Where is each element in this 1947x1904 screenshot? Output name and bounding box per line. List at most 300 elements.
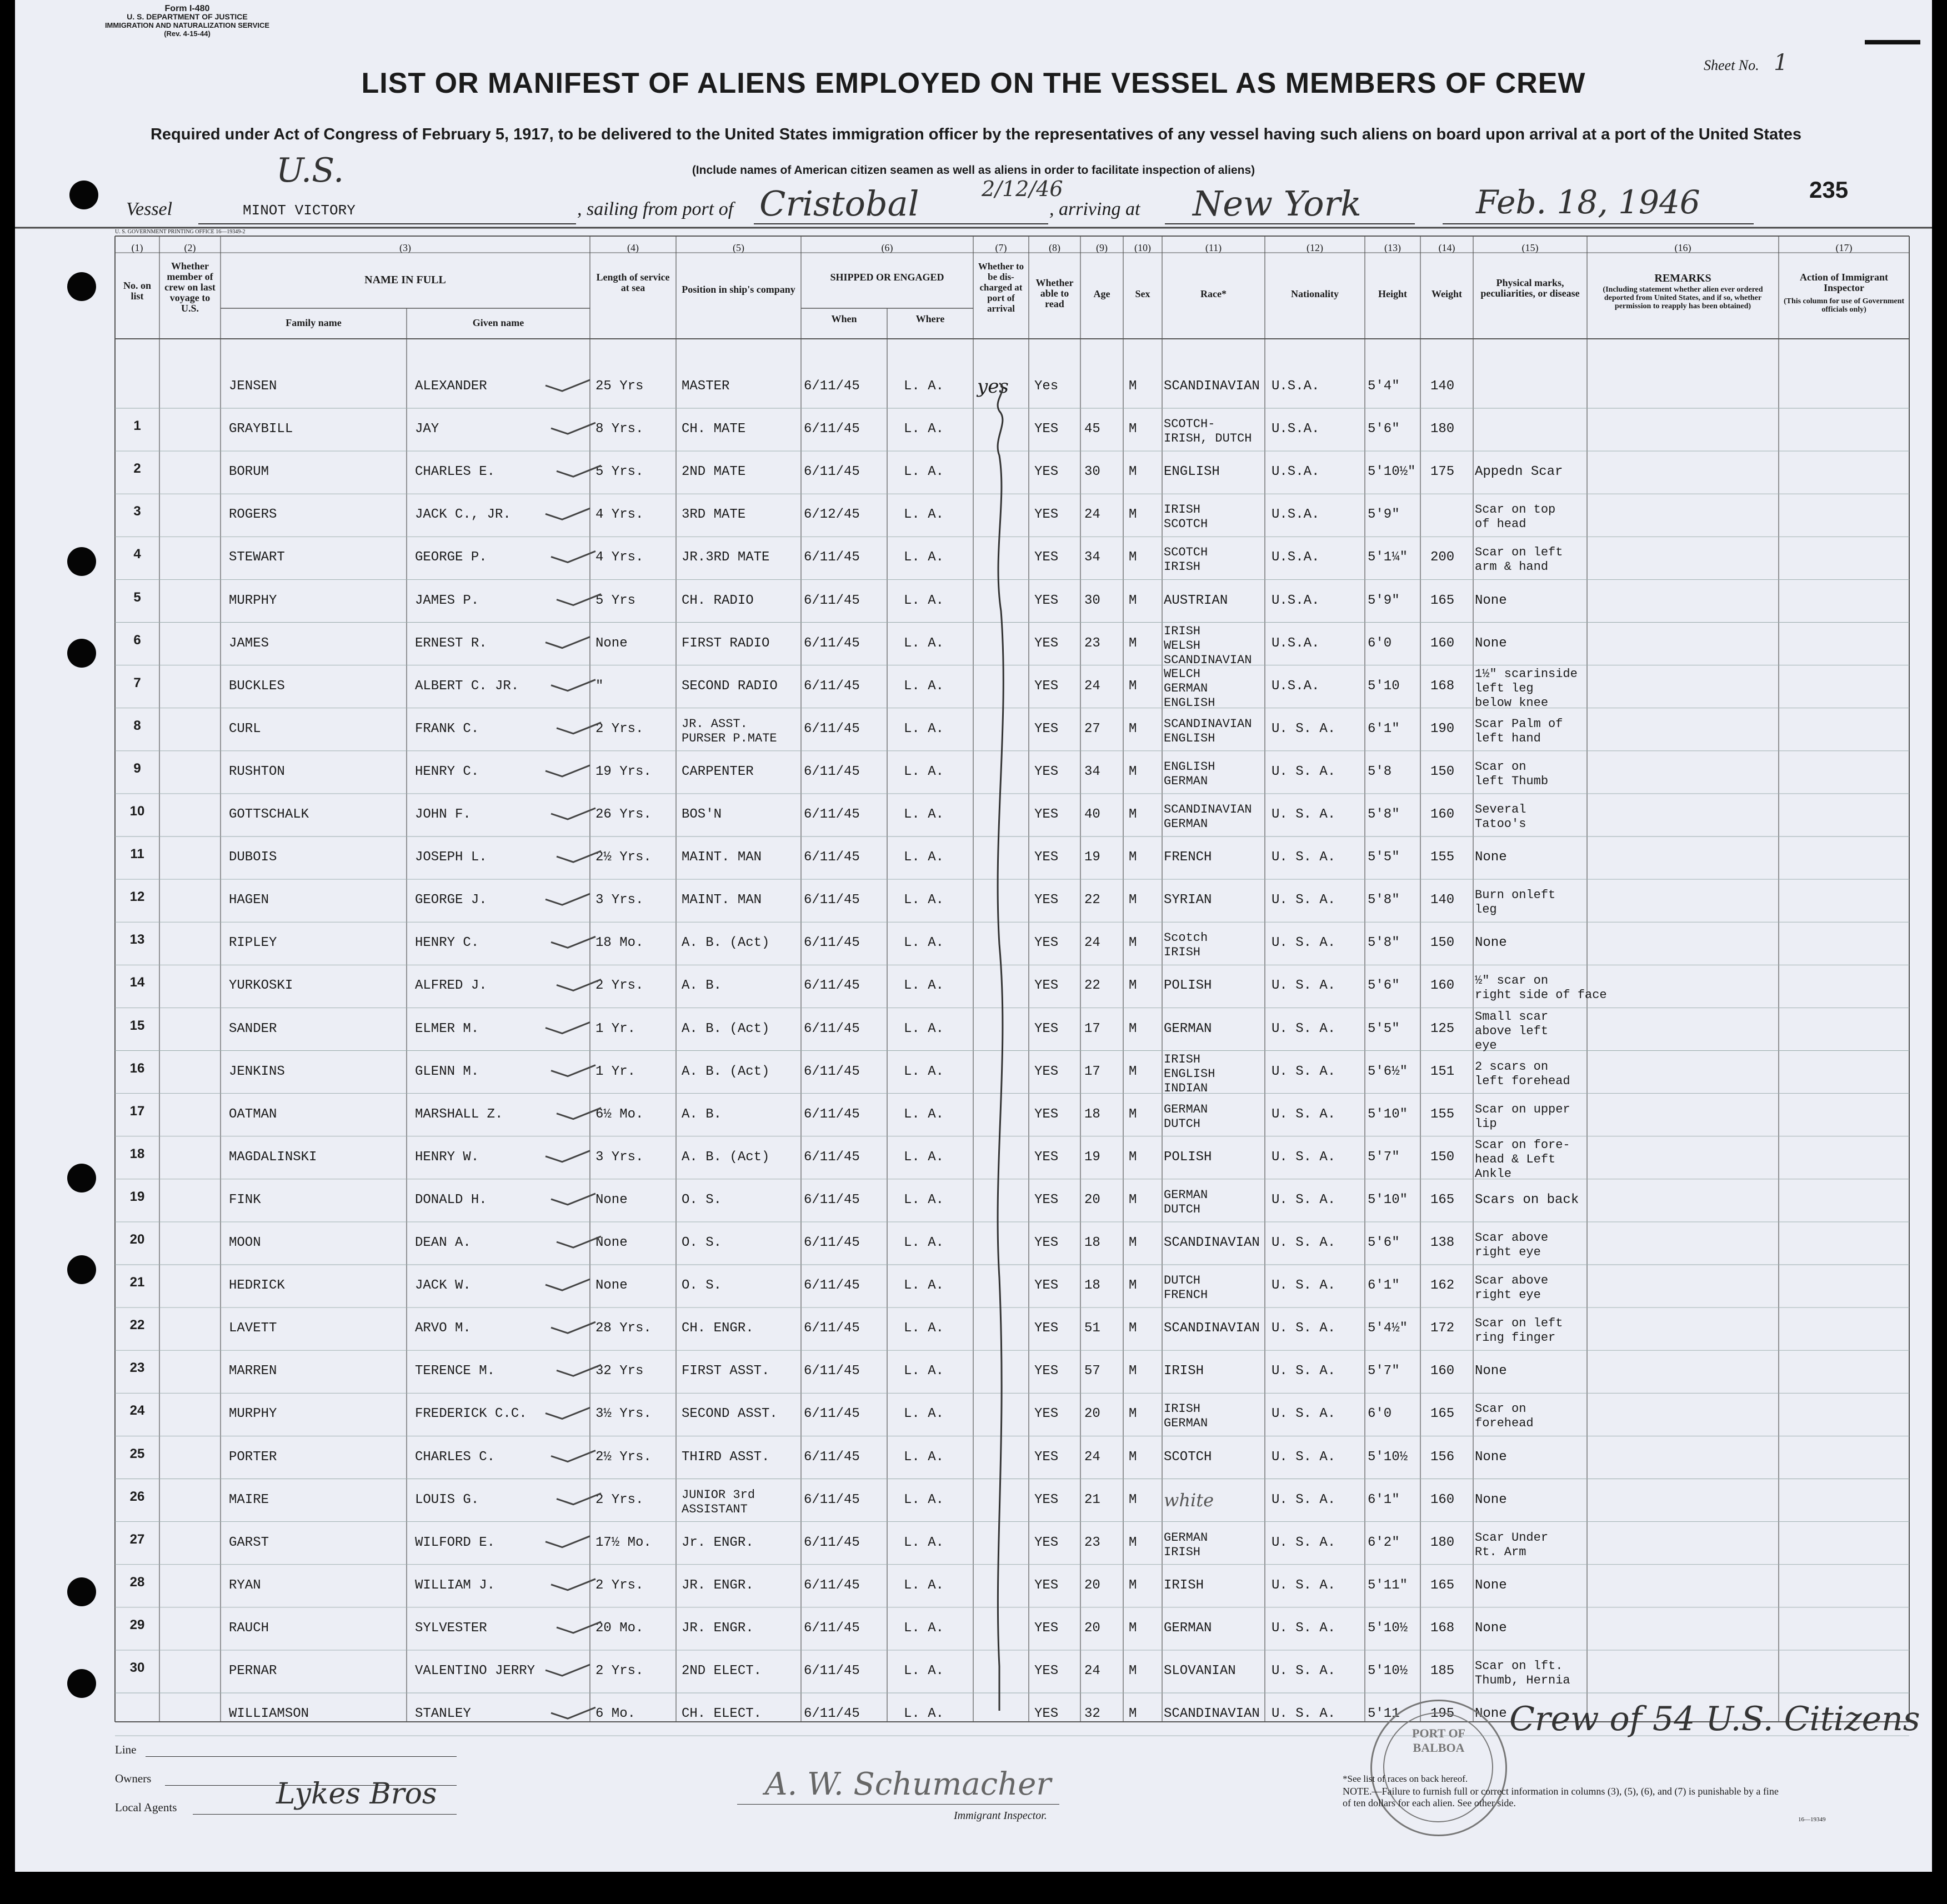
age: 22	[1084, 893, 1100, 908]
weight: 195	[1430, 1706, 1455, 1722]
family-name: BUCKLES	[229, 678, 285, 694]
shipped-where: L. A.	[904, 1364, 944, 1379]
header-prev-voyage: Whether member of crew on last voyage to U.S.	[164, 260, 216, 314]
header-action-note: (This column for use of Government officials only)	[1783, 297, 1905, 314]
shipped-when: 6/11/45	[804, 1406, 860, 1422]
given-name: VALENTINO JERRY	[415, 1664, 535, 1678]
sex: M	[1129, 1577, 1137, 1593]
port-from: Cristobal	[759, 183, 919, 224]
given-name: GLENN M.	[415, 1064, 479, 1079]
weight: 138	[1430, 1235, 1455, 1250]
sex: M	[1129, 1278, 1137, 1294]
weight: 160	[1430, 807, 1455, 822]
shipped-where: L. A.	[904, 1278, 944, 1294]
race: IRISH SCOTCH	[1164, 503, 1208, 532]
sheet-number: 1	[1774, 50, 1788, 76]
physical-marks: None	[1475, 593, 1507, 608]
race: IRISH	[1164, 1364, 1204, 1379]
check-mark	[551, 936, 595, 948]
check-mark	[545, 894, 590, 905]
race: IRISH WELSH SCANDINAVIAN	[1164, 624, 1252, 667]
check-mark	[557, 1236, 601, 1247]
nationality: U. S. A.	[1272, 1235, 1336, 1250]
check-mark	[551, 1065, 595, 1076]
position: MASTER	[682, 379, 730, 394]
shipped-where: L. A.	[904, 764, 944, 779]
height: 5'8"	[1368, 935, 1400, 951]
shipped-where: L. A.	[904, 850, 944, 865]
service: IMMIGRATION AND NATURALIZATION SERVICE	[104, 21, 270, 29]
race: SYRIAN	[1164, 893, 1212, 908]
shipped-when: 6/12/45	[804, 507, 860, 523]
sex: M	[1129, 978, 1137, 994]
row-number: 18	[129, 1146, 145, 1161]
header-name-in-full: NAME IN FULL	[364, 274, 446, 286]
shipped-when: 6/11/45	[804, 1278, 860, 1294]
race: SCOTCH- IRISH, DUTCH	[1164, 417, 1252, 446]
position: JR. ENGR.	[682, 1577, 754, 1593]
page-subtitle: Required under Act of Congress of February 5, 1917, to be delivered to the United States immigration officer by the representatives of any vessel having such aliens on board upon arrival at a port of the United States	[150, 126, 1802, 143]
able-to-read: YES	[1034, 850, 1059, 865]
agents-underline	[193, 1814, 457, 1815]
department: U. S. DEPARTMENT OF JUSTICE	[127, 12, 248, 21]
height: 6'0	[1368, 1406, 1392, 1422]
age: 17	[1084, 1021, 1100, 1036]
length-of-service: None	[595, 1235, 628, 1250]
height: 5'11	[1368, 1706, 1400, 1722]
nationality: U. S. A.	[1272, 1021, 1336, 1036]
sex: M	[1129, 893, 1137, 908]
given-name: WILFORD E.	[415, 1535, 495, 1550]
given-name: ARVO M.	[415, 1321, 471, 1336]
weight: 156	[1430, 1449, 1455, 1465]
physical-marks: None	[1475, 635, 1507, 651]
race: white	[1164, 1489, 1214, 1511]
given-name: JAY	[415, 422, 439, 437]
position: A. B. (Act)	[682, 1064, 770, 1079]
age: 21	[1084, 1492, 1100, 1507]
shipped-when: 6/11/45	[804, 1535, 860, 1550]
given-name: ELMER M.	[415, 1021, 479, 1036]
weight: 160	[1430, 978, 1455, 994]
col-number: (11)	[1205, 242, 1222, 253]
nationality: U. S. A.	[1272, 1664, 1336, 1678]
nationality: U.S.A.	[1272, 379, 1320, 394]
check-mark	[551, 1322, 595, 1333]
weight: 165	[1430, 1192, 1455, 1207]
age: 34	[1084, 764, 1100, 779]
col-number: (12)	[1307, 242, 1323, 253]
shipped-where: L. A.	[904, 1149, 944, 1165]
height: 5'11"	[1368, 1577, 1408, 1593]
print-code: 16—19349	[1798, 1816, 1826, 1823]
family-name: OATMAN	[229, 1106, 277, 1122]
sex: M	[1129, 1664, 1137, 1678]
able-to-read: YES	[1034, 1492, 1059, 1507]
check-mark	[557, 1494, 601, 1505]
length-of-service: 2 Yrs.	[595, 1492, 644, 1507]
row-number: 14	[129, 975, 145, 990]
form-number: Form I-480	[164, 4, 210, 13]
physical-marks: Scar on left Thumb	[1475, 759, 1549, 788]
stamp-text: PORT OF BALBOA	[1412, 1726, 1465, 1755]
shipped-when: 6/11/45	[804, 635, 860, 651]
age: 20	[1084, 1577, 1100, 1593]
age: 30	[1084, 593, 1100, 608]
given-name: GEORGE P.	[415, 550, 487, 565]
race: IRISH ENGLISH INDIAN	[1164, 1052, 1215, 1095]
length-of-service: None	[595, 635, 628, 651]
check-mark	[557, 851, 601, 862]
able-to-read: YES	[1034, 807, 1059, 822]
shipped-where: L. A.	[904, 635, 944, 651]
physical-marks: 2 scars on left forehead	[1475, 1059, 1570, 1088]
sex: M	[1129, 1106, 1137, 1122]
header-weight: Weight	[1431, 288, 1462, 299]
position: O. S.	[682, 1235, 722, 1250]
length-of-service: 2½ Yrs.	[595, 1449, 652, 1465]
given-name: FREDERICK C.C.	[415, 1406, 527, 1422]
height: 5'8"	[1368, 807, 1400, 822]
row-number: 7	[133, 675, 141, 690]
sex: M	[1129, 1149, 1137, 1165]
physical-marks: Scar on left arm & hand	[1475, 545, 1563, 574]
sex: M	[1129, 507, 1137, 523]
position: FIRST RADIO	[682, 635, 770, 651]
sex: M	[1129, 379, 1137, 394]
header-length-service: Length of service at sea	[596, 272, 670, 293]
sailing-label: , sailing from port of	[577, 199, 734, 219]
length-of-service: 8 Yrs.	[595, 422, 644, 437]
row-number: 25	[129, 1446, 145, 1461]
physical-marks: Scar on left ring finger	[1475, 1316, 1563, 1345]
length-of-service: 1 Yr.	[595, 1064, 636, 1079]
height: 5'10	[1368, 678, 1400, 694]
length-of-service: 25 Yrs	[595, 379, 644, 394]
nationality: U.S.A.	[1272, 550, 1320, 565]
height: 6'2"	[1368, 1535, 1400, 1550]
shipped-where: L. A.	[904, 721, 944, 736]
height: 5'6½"	[1368, 1064, 1408, 1079]
family-name: FINK	[229, 1192, 261, 1207]
given-name: SYLVESTER	[415, 1620, 487, 1636]
able-to-read: YES	[1034, 1706, 1059, 1722]
weight: 165	[1430, 593, 1455, 608]
given-name: JOHN F.	[415, 807, 471, 822]
row-number: 22	[129, 1317, 145, 1333]
length-of-service: 18 Mo.	[595, 935, 644, 951]
family-name: MAGDALINSKI	[229, 1149, 317, 1165]
vessel-name: MINOT VICTORY	[243, 202, 356, 219]
row-number: 20	[129, 1232, 145, 1247]
row-number: 16	[129, 1060, 145, 1076]
nationality: U. S. A.	[1272, 764, 1336, 779]
family-name: MOON	[229, 1235, 261, 1250]
length-of-service: 4 Yrs.	[595, 507, 644, 523]
height: 6'1"	[1368, 1492, 1400, 1507]
row-number: 28	[129, 1574, 145, 1590]
nationality: U. S. A.	[1272, 1577, 1336, 1593]
shipped-where: L. A.	[904, 1620, 944, 1636]
position: THIRD ASST.	[682, 1449, 770, 1465]
line-label: Line	[115, 1743, 137, 1756]
length-of-service: 32 Yrs	[595, 1364, 644, 1379]
family-name: RYAN	[229, 1577, 261, 1593]
agents-label: Local Agents	[115, 1801, 177, 1814]
page-title: LIST OR MANIFEST OF ALIENS EMPLOYED ON THE VESSEL AS MEMBERS OF CREW	[361, 67, 1586, 99]
position: SECOND RADIO	[682, 678, 778, 694]
check-mark	[545, 1536, 590, 1547]
row-number: 24	[129, 1403, 145, 1419]
weight: 151	[1430, 1064, 1455, 1079]
able-to-read: YES	[1034, 1449, 1059, 1465]
flag-handwritten: U.S.	[276, 151, 344, 190]
weight: 175	[1430, 464, 1455, 480]
shipped-where: L. A.	[904, 935, 944, 951]
weight: 180	[1430, 1535, 1455, 1550]
race: ENGLISH	[1164, 464, 1220, 480]
arriving-label: , arriving at	[1049, 199, 1140, 219]
length-of-service: 2 Yrs.	[595, 1577, 644, 1593]
sex: M	[1129, 1449, 1137, 1465]
row-number: 2	[133, 461, 141, 477]
given-name: DEAN A.	[415, 1235, 471, 1250]
nationality: U. S. A.	[1272, 935, 1336, 951]
check-mark	[545, 1665, 590, 1676]
position: O. S.	[682, 1278, 722, 1294]
age: 24	[1084, 935, 1100, 951]
check-mark	[551, 551, 595, 562]
able-to-read: YES	[1034, 422, 1059, 437]
weight: 125	[1430, 1021, 1455, 1036]
check-mark	[557, 594, 601, 605]
shipped-when: 6/11/45	[804, 1064, 860, 1079]
race: POLISH	[1164, 978, 1212, 994]
header-remarks-note: (Including statement whether alien ever ordered deported from United States, and if so, whether permission to reapply has been obtained)	[1603, 285, 1763, 310]
able-to-read: YES	[1034, 893, 1059, 908]
given-name: JOSEPH L.	[415, 850, 487, 865]
header-family-name: Family name	[286, 317, 342, 328]
physical-marks: None	[1475, 1449, 1507, 1465]
race: SCOTCH	[1164, 1449, 1212, 1465]
sex: M	[1129, 1620, 1137, 1636]
position: 3RD MATE	[682, 507, 746, 523]
sex: M	[1129, 807, 1137, 822]
position: MAINT. MAN	[682, 850, 762, 865]
age: 19	[1084, 850, 1100, 865]
printing-office: U. S. GOVERNMENT PRINTING OFFICE 16—19349-2	[115, 229, 246, 235]
given-name: CHARLES E.	[415, 464, 495, 480]
check-mark	[551, 680, 595, 691]
given-name: LOUIS G.	[415, 1492, 479, 1507]
height: 5'10½	[1368, 1664, 1408, 1678]
header-read: Whether able to read	[1035, 277, 1074, 309]
shipped-when: 6/11/45	[804, 464, 860, 480]
length-of-service: 5 Yrs.	[595, 464, 644, 480]
sex: M	[1129, 1364, 1137, 1379]
col-number: (17)	[1835, 242, 1853, 253]
physical-marks: Scar above right eye	[1475, 1231, 1549, 1259]
weight: 160	[1430, 1492, 1455, 1507]
age: 24	[1084, 1449, 1100, 1465]
height: 5'9"	[1368, 593, 1400, 608]
nationality: U.S.A.	[1272, 422, 1320, 437]
length-of-service: 3½ Yrs.	[595, 1406, 652, 1422]
given-name: ALBERT C. JR.	[415, 678, 519, 694]
height: 5'9"	[1368, 507, 1400, 523]
position: A. B.	[682, 978, 722, 994]
age: 30	[1084, 464, 1100, 480]
shipped-where: L. A.	[904, 507, 944, 523]
height: 5'10½	[1368, 1449, 1408, 1465]
weight: 172	[1430, 1321, 1455, 1336]
height: 5'4½"	[1368, 1321, 1408, 1336]
sex: M	[1129, 464, 1137, 480]
check-mark	[545, 765, 590, 776]
family-name: MURPHY	[229, 1406, 277, 1422]
shipped-where: L. A.	[904, 1021, 944, 1036]
height: 5'6"	[1368, 1235, 1400, 1250]
age: 20	[1084, 1406, 1100, 1422]
header-physical: Physical marks, peculiarities, or disease	[1480, 277, 1580, 299]
shipped-when: 6/11/45	[804, 678, 860, 694]
race: DUTCH FRENCH	[1164, 1274, 1208, 1302]
given-name: HENRY W.	[415, 1149, 479, 1165]
given-name: HENRY C.	[415, 764, 479, 779]
physical-marks: None	[1475, 1577, 1507, 1593]
length-of-service: 17½ Mo.	[595, 1535, 652, 1550]
row-number: 15	[129, 1018, 145, 1033]
shipped-where: L. A.	[904, 379, 944, 394]
shipped-where: L. A.	[904, 1321, 944, 1336]
length-of-service: 1 Yr.	[595, 1021, 636, 1036]
arrival-date: Feb. 18, 1946	[1476, 183, 1700, 221]
line-underline	[146, 1756, 457, 1757]
sex: M	[1129, 550, 1137, 565]
height: 5'7"	[1368, 1364, 1400, 1379]
height: 5'5"	[1368, 1021, 1400, 1036]
height: 6'0	[1368, 635, 1392, 651]
able-to-read: YES	[1034, 721, 1059, 736]
check-mark	[551, 1194, 595, 1205]
height: 5'6"	[1368, 978, 1400, 994]
port-stamp	[1370, 1700, 1507, 1836]
nationality: U. S. A.	[1272, 721, 1336, 736]
check-mark	[545, 1151, 590, 1162]
race: IRISH	[1164, 1577, 1204, 1593]
nationality: U. S. A.	[1272, 850, 1336, 865]
fine-note: NOTE.—Failure to furnish full or correct information in columns (3), (5), (6), and (7) is punishable by a fine of ten dollars for each alien. See other side.	[1343, 1786, 1779, 1808]
header-shipped: SHIPPED OR ENGAGED	[830, 272, 944, 283]
height: 6'1"	[1368, 721, 1400, 736]
physical-marks: Scar above right eye	[1475, 1274, 1549, 1302]
age: 32	[1084, 1706, 1100, 1722]
race-note: *See list of races on back hereof.	[1343, 1773, 1468, 1784]
physical-marks: Small scar above left eye	[1475, 1009, 1549, 1053]
age: 19	[1084, 1149, 1100, 1165]
check-mark	[551, 808, 595, 819]
col-number: (16)	[1674, 242, 1691, 253]
shipped-when: 6/11/45	[804, 807, 860, 822]
check-mark	[545, 637, 590, 648]
able-to-read: YES	[1034, 1535, 1059, 1550]
sex: M	[1129, 1406, 1137, 1422]
shipped-when: 6/11/45	[804, 1192, 860, 1207]
length-of-service: 20 Mo.	[595, 1620, 644, 1636]
family-name: GRAYBILL	[229, 422, 293, 437]
inspector-underline	[737, 1804, 1059, 1805]
able-to-read: Yes	[1034, 379, 1059, 394]
given-name: GEORGE J.	[415, 893, 487, 908]
physical-marks: None	[1475, 850, 1507, 865]
header-discharged: Whether to be dis-charged at port of arrival	[978, 261, 1024, 314]
physical-marks: None	[1475, 1492, 1507, 1507]
row-number: 12	[129, 889, 145, 905]
family-name: RAUCH	[229, 1620, 269, 1636]
age: 18	[1084, 1235, 1100, 1250]
inspector-label: Immigrant Inspector.	[954, 1810, 1047, 1822]
family-name: MAIRE	[229, 1492, 269, 1507]
able-to-read: YES	[1034, 1577, 1059, 1593]
shipped-when: 6/11/45	[804, 721, 860, 736]
race: WELCH GERMAN ENGLISH	[1164, 667, 1215, 710]
shipped-when: 6/11/45	[804, 379, 860, 394]
weight: 155	[1430, 1106, 1455, 1122]
nationality: U. S. A.	[1272, 893, 1336, 908]
check-mark	[557, 1622, 601, 1633]
check-mark	[551, 1707, 595, 1718]
revision: (Rev. 4-15-44)	[164, 29, 211, 38]
physical-marks: ½" scar on right side of face	[1475, 974, 1607, 1003]
shipped-when: 6/11/45	[804, 1449, 860, 1465]
age: 23	[1084, 1535, 1100, 1550]
physical-marks: Scar on upper lip	[1475, 1102, 1570, 1131]
row-number: 26	[129, 1489, 145, 1504]
weight: 155	[1430, 850, 1455, 865]
shipped-where: L. A.	[904, 593, 944, 608]
nationality: U. S. A.	[1272, 1064, 1336, 1079]
crew-note: Crew of 54 U.S. Citizens	[1509, 1700, 1920, 1738]
race: SCANDINAVIAN	[1164, 1235, 1260, 1250]
shipped-where: L. A.	[904, 1535, 944, 1550]
shipped-where: L. A.	[904, 1235, 944, 1250]
nationality: U. S. A.	[1272, 1492, 1336, 1507]
row-number: 1	[133, 418, 141, 434]
family-name: STEWART	[229, 550, 285, 565]
race: SCANDINAVIAN	[1164, 379, 1260, 394]
row-number: 6	[133, 632, 141, 648]
col-number: (7)	[995, 242, 1007, 253]
able-to-read: YES	[1034, 978, 1059, 994]
able-to-read: YES	[1034, 1620, 1059, 1636]
sex: M	[1129, 1235, 1137, 1250]
check-mark	[557, 1365, 601, 1376]
manifest-sheet	[15, 0, 1932, 1872]
length-of-service: 6½ Mo.	[595, 1106, 644, 1122]
shipped-where: L. A.	[904, 807, 944, 822]
nationality: U. S. A.	[1272, 1706, 1336, 1722]
position: A. B. (Act)	[682, 935, 770, 951]
race: FRENCH	[1164, 850, 1212, 865]
header-when: When	[831, 313, 857, 324]
height: 6'1"	[1368, 1278, 1400, 1294]
family-name: JENSEN	[229, 379, 277, 394]
nationality: U. S. A.	[1272, 1406, 1336, 1422]
header-race: Race*	[1200, 288, 1227, 299]
check-mark	[545, 1279, 590, 1290]
age: 23	[1084, 635, 1100, 651]
nationality: U. S. A.	[1272, 1321, 1336, 1336]
